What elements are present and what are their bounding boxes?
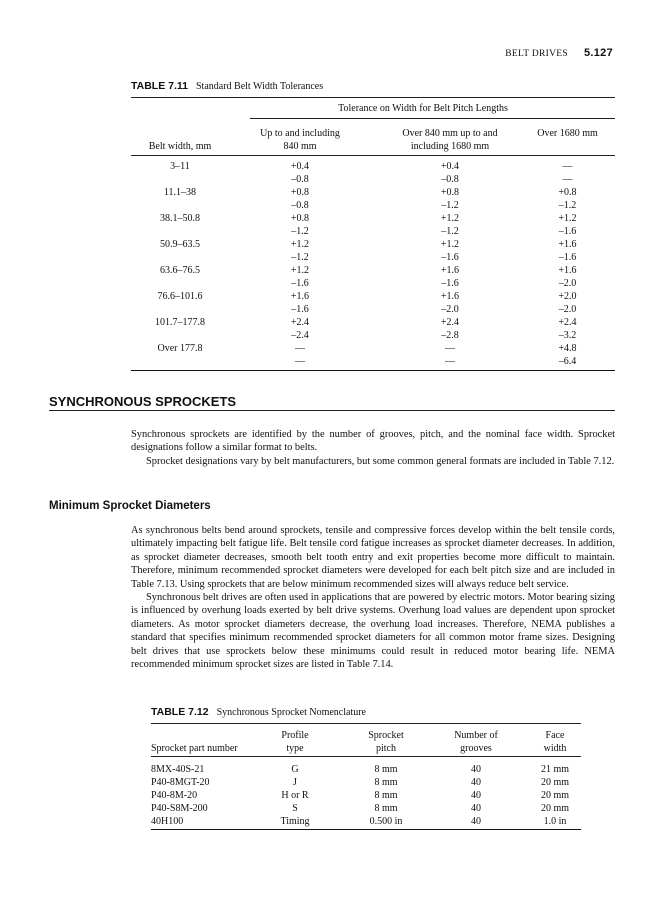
table-cell: 8 mm [374, 777, 398, 788]
tolerance-minus-cell: –1.2 [441, 200, 459, 211]
section-body [131, 428, 615, 468]
tolerance-minus-cell: — [562, 174, 573, 185]
tolerance-plus-cell: +1.2 [290, 239, 310, 250]
table-cell: Timing [280, 816, 310, 827]
table-cell: 40 [471, 803, 481, 814]
table-top-rule [151, 723, 581, 724]
column-header: width [543, 743, 567, 754]
tolerance-plus-cell: +1.6 [440, 265, 460, 276]
column-header: pitch [376, 743, 396, 754]
belt-width-cell: 76.6–101.6 [157, 291, 203, 302]
tolerance-minus-cell: –2.0 [558, 304, 577, 315]
tolerance-minus-cell: –3.2 [558, 330, 577, 341]
tolerance-plus-cell: +0.8 [290, 187, 310, 198]
paragraph: As synchronous belts bend around sprockets, tensile and compressive forces develop within the belt tensile cords, ultimately impacting belt fatigue life. Belt tensile cord fatigue increases as sprocket diameter decreases. In addition, as sprocket diameter decreases, smooth belt tooth entry and exit properties become more difficult to maintain. Therefore, minimum recommended sprocket diameters were developed for each belt pitch size and are included in Table 7.13. Using sprockets that are below minimum recommended sizes will always reduce belt service. [131, 525, 615, 590]
table-top-rule [131, 97, 615, 98]
column-header: type [286, 743, 304, 754]
tolerance-minus-cell: –1.6 [291, 304, 309, 315]
tolerance-minus-cell: –1.2 [441, 226, 459, 237]
tolerance-minus-cell: –1.6 [291, 278, 309, 289]
table-cell: S [292, 803, 298, 814]
belt-width-cell: 63.6–76.5 [160, 265, 200, 276]
table-cell: 8 mm [374, 803, 398, 814]
table-cell: 8 mm [374, 790, 398, 801]
tolerance-minus-cell: –2.0 [441, 304, 459, 315]
tolerance-minus-cell: –1.6 [441, 278, 459, 289]
tolerance-plus-cell: +2.4 [440, 317, 460, 328]
col-header-c2-line2: including 1680 mm [410, 141, 490, 152]
tolerance-plus-cell: +0.8 [290, 213, 310, 224]
tolerance-plus-cell: +1.6 [440, 291, 460, 302]
belt-width-cell: 38.1–50.8 [160, 213, 200, 224]
table-cell: G [291, 764, 299, 775]
paragraph: Synchronous belt drives are often used in applications that are powered by electric motors. Motor bearing sizing is influenced by overhung loads exerted by belt drive systems. Overhung load values are dependent upon sprocket diameters. As motor sprocket diameters decrease, the overhung load increases. Therefore, NEMA publishes a standard that specifies minimum recommended sprocket diameters for all common motor frame sizes. Designing belt drives that use sprockets below these minimums could result in reduced motor bearing life. NEMA recommended minimum sprocket sizes are listed in Table 7.14. [131, 592, 615, 671]
tolerance-minus-cell: –0.8 [441, 174, 459, 185]
col-header-belt-width: Belt width, mm [148, 141, 212, 152]
header-bottom-rule [131, 155, 615, 156]
running-header [505, 47, 613, 59]
table-cell: 40H100 [151, 816, 184, 827]
tolerance-plus-cell: +0.8 [558, 187, 577, 198]
tolerance-plus-cell: +2.4 [558, 317, 577, 328]
spanning-header: Tolerance on Width for Belt Pitch Lengths [338, 103, 508, 114]
tolerance-minus-cell: –0.8 [291, 200, 309, 211]
tolerance-plus-cell: +2.4 [290, 317, 310, 328]
spanning-header-rule [250, 118, 615, 119]
table-cell: 40 [471, 764, 481, 775]
table-cell: P40-8MGT-20 [151, 777, 210, 788]
table-cell: 40 [471, 816, 481, 827]
tolerance-minus-cell: –1.6 [441, 252, 459, 263]
tolerance-plus-cell: — [562, 161, 573, 172]
running-header-title: BELT DRIVES [505, 49, 568, 59]
column-header: Sprocket part number [151, 743, 238, 754]
table-cell: 0.500 in [369, 816, 403, 827]
table-bottom-rule [131, 370, 615, 371]
tolerance-minus-cell: –2.8 [441, 330, 459, 341]
table-cell: 21 mm [540, 764, 570, 775]
col-header-c3: Over 1680 mm [537, 128, 598, 139]
tolerance-minus-cell: –1.2 [291, 252, 309, 263]
tolerance-minus-cell: –2.0 [558, 278, 577, 289]
belt-width-cell: 3–11 [170, 161, 190, 172]
tolerance-plus-cell: — [295, 343, 305, 354]
column-header: Number of [454, 730, 498, 741]
tolerance-minus-cell: –2.4 [291, 330, 309, 341]
tolerance-plus-cell: +1.2 [558, 213, 577, 224]
table-cell: 20 mm [540, 790, 570, 801]
table-cell: H or R [281, 790, 309, 801]
section-heading: SYNCHRONOUS SPROCKETS [49, 394, 237, 409]
tolerance-plus-cell: +0.4 [440, 161, 460, 172]
table-cell: 8 mm [374, 764, 398, 775]
column-header: grooves [460, 743, 492, 754]
column-header: Face [545, 730, 565, 741]
paragraph: Synchronous sprockets are identified by the number of grooves, pitch, and the nominal face width. Sprocket designations follow a similar format to belts. [131, 429, 615, 454]
header-bottom-rule [151, 756, 581, 757]
table-7-12-caption [151, 706, 366, 718]
section-rule [49, 410, 615, 411]
page-number: 5.127 [583, 47, 613, 59]
tolerance-plus-cell: +4.8 [558, 343, 577, 354]
tolerance-minus-cell: –1.6 [558, 252, 577, 263]
tolerance-plus-cell: +1.2 [440, 213, 460, 224]
tolerance-plus-cell: +1.6 [558, 239, 577, 250]
tolerance-minus-cell: –6.4 [558, 356, 577, 367]
tolerance-minus-cell: –1.2 [291, 226, 309, 237]
tolerance-minus-cell: –1.2 [558, 200, 577, 211]
tolerance-minus-cell: –0.8 [291, 174, 309, 185]
paragraph: Sprocket designations vary by belt manufacturers, but some common general formats are included in Table 7.12. [146, 455, 615, 467]
tolerance-minus-cell: — [295, 356, 305, 367]
table-cell: 8MX-40S-21 [151, 764, 205, 775]
col-header-c1-line1: Up to and including [260, 128, 340, 139]
tolerance-minus-cell: — [445, 356, 455, 367]
tolerance-plus-cell: — [445, 343, 455, 354]
table-cell: P40-8M-20 [151, 790, 198, 801]
table-cell: 40 [471, 777, 481, 788]
table-title: Synchronous Sprocket Nomenclature [216, 707, 366, 718]
belt-width-cell: 101.7–177.8 [155, 317, 205, 328]
column-header: Sprocket [368, 730, 404, 741]
tolerance-plus-cell: +1.6 [558, 265, 577, 276]
table-bottom-rule [151, 829, 581, 830]
belt-width-cell: 50.9–63.5 [160, 239, 200, 250]
table-number: TABLE 7.12 [151, 706, 209, 718]
table-7-11-caption [131, 80, 323, 92]
table-cell: P40-S8M-200 [151, 803, 208, 814]
table-cell: 20 mm [540, 803, 570, 814]
tolerance-plus-cell: +2.0 [558, 291, 577, 302]
table-cell: 40 [471, 790, 481, 801]
tolerance-plus-cell: +0.4 [290, 161, 310, 172]
subsection-body [131, 524, 615, 671]
table-cell: 1.0 in [543, 816, 567, 827]
tolerance-minus-cell: –1.6 [558, 226, 577, 237]
table-number: TABLE 7.11 [131, 80, 188, 92]
tolerance-plus-cell: +1.2 [440, 239, 460, 250]
column-header: Profile [281, 730, 309, 741]
tolerance-plus-cell: +1.2 [290, 265, 310, 276]
belt-width-cell: 11.1–38 [163, 187, 197, 198]
col-header-c1-line2: 840 mm [283, 141, 317, 152]
subsection-heading: Minimum Sprocket Diameters [49, 500, 211, 512]
col-header-c2-line1: Over 840 mm up to and [402, 128, 498, 139]
tolerance-plus-cell: +0.8 [440, 187, 460, 198]
tolerance-plus-cell: +1.6 [290, 291, 310, 302]
table-cell: 20 mm [540, 777, 570, 788]
table-cell: J [293, 777, 297, 788]
table-title: Standard Belt Width Tolerances [196, 81, 324, 92]
belt-width-cell: Over 177.8 [157, 343, 203, 354]
